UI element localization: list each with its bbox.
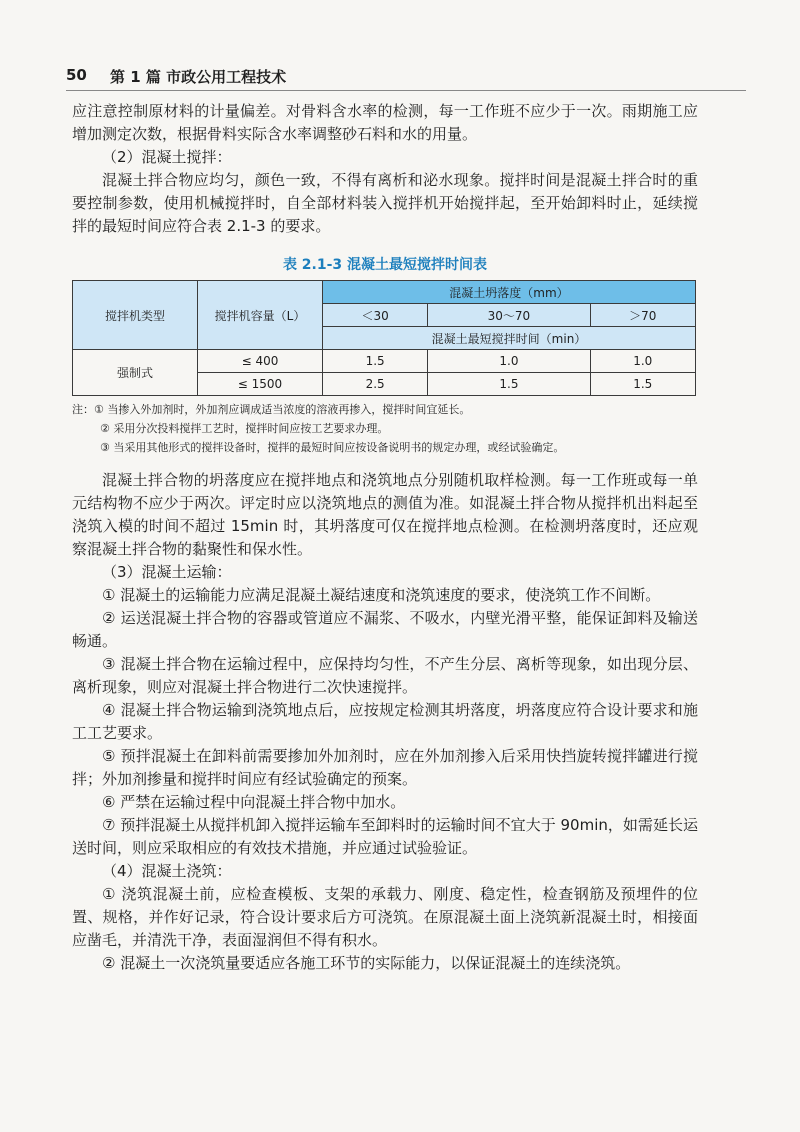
mixing-time-table <box>72 280 696 396</box>
transport-item: ② 运送混凝土拌合物的容器或管道应不漏浆、不吸水，内壁光滑平整，能保证卸料及输送畅通。 <box>72 609 698 650</box>
cell-time: 1.5 <box>428 373 590 396</box>
transport-item: ① 混凝土的运输能力应满足混凝土凝结速度和浇筑速度的要求，使浇筑工作不间断。 <box>102 586 661 604</box>
header-slump-range: ＜30 <box>323 304 428 327</box>
page-number: 50 <box>66 66 87 84</box>
header-slump-range: ＞70 <box>590 304 695 327</box>
subheading-mixing: （2）混凝土搅拌： <box>102 148 232 166</box>
pouring-item: ② 混凝土一次浇筑量要适应各施工环节的实际能力，以保证混凝土的连续浇筑。 <box>102 954 631 972</box>
section-title: 第 1 篇 市政公用工程技术 <box>110 68 287 86</box>
table-caption: 表 2.1-3 混凝土最短搅拌时间表 <box>282 257 488 273</box>
transport-item: ⑦ 预拌混凝土从搅拌机卸入搅拌运输车至卸料时的运输时间不宜大于 90min，如需延长运送时间，则应采取相应的有效技术措施，并应通过试验验证。 <box>72 816 698 857</box>
header-mixer-capacity: 搅拌机容量（L） <box>198 281 323 350</box>
cell-time: 1.5 <box>323 350 428 373</box>
table-row <box>73 350 696 373</box>
subheading-pouring: （4）混凝土浇筑： <box>102 862 232 880</box>
pouring-item: ① 浇筑混凝土前，应检查模板、支架的承载力、刚度、稳定性，检查钢筋及预埋件的位置、规格，并作好记录，符合设计要求后方可浇筑。在原混凝土面上浇筑新混凝土时，相接面应凿毛，并清洗干净，表面湿润但不得有积水。 <box>72 885 698 949</box>
header-slump: 混凝土坍落度（mm） <box>323 281 696 304</box>
page-header <box>66 64 746 91</box>
subheading-transport: （3）混凝土运输： <box>102 563 232 581</box>
header-mixer-type: 搅拌机类型 <box>73 281 198 350</box>
cell-time: 1.5 <box>590 373 695 396</box>
table-note: ② 采用分次投料搅拌工艺时，搅拌时间应按工艺要求办理。 <box>100 422 389 435</box>
cell-time: 1.0 <box>590 350 695 373</box>
paragraph: 混凝土拌合物的坍落度应在搅拌地点和浇筑地点分别随机取样检测。每一工作班或每一单元结构物不应少于两次。评定时应以浇筑地点的测值为准。如混凝土拌合物从搅拌机出料起至浇筑入模的时间不超过 15min 时，其坍落度可仅在搅拌地点检测。在检测坍落度时，还应观察混凝土拌合物的黏聚性和保水性。 <box>72 471 698 558</box>
transport-item: ④ 混凝土拌合物运输到浇筑地点后，应按规定检测其坍落度，坍落度应符合设计要求和施工工艺要求。 <box>72 701 698 742</box>
cell-capacity: ≤ 1500 <box>198 373 323 396</box>
cell-capacity: ≤ 400 <box>198 350 323 373</box>
cell-type: 强制式 <box>73 350 198 396</box>
cell-time: 2.5 <box>323 373 428 396</box>
table-notes <box>72 400 698 457</box>
header-slump-range: 30～70 <box>428 304 590 327</box>
table-note: ③ 当采用其他形式的搅拌设备时，搅拌的最短时间应按设备说明书的规定办理，或经试验确定。 <box>100 441 565 454</box>
paragraph: 应注意控制原材料的计量偏差。对骨料含水率的检测，每一工作班不应少于一次。雨期施工应增加测定次数，根据骨料实际含水率调整砂石料和水的用量。 <box>72 102 698 143</box>
paragraph: 混凝土拌合物应均匀，颜色一致，不得有离析和泌水现象。搅拌时间是混凝土拌合时的重要控制参数，使用机械搅拌时，自全部材料装入搅拌机开始搅拌起，至开始卸料时止，延续搅拌的最短时间应符合表 2.1-3 的要求。 <box>72 171 698 235</box>
transport-item: ③ 混凝土拌合物在运输过程中，应保持均匀性，不产生分层、离析等现象，如出现分层、离析现象，则应对混凝土拌合物进行二次快速搅拌。 <box>72 655 698 696</box>
transport-item: ⑥ 严禁在运输过程中向混凝土拌合物中加水。 <box>102 793 406 811</box>
header-min-time: 混凝土最短搅拌时间（min） <box>323 327 696 350</box>
table-note: 注：① 当掺入外加剂时，外加剂应调成适当浓度的溶液再掺入，搅拌时间宜延长。 <box>72 403 471 416</box>
page-body <box>72 100 698 975</box>
transport-item: ⑤ 预拌混凝土在卸料前需要掺加外加剂时，应在外加剂掺入后采用快挡旋转搅拌罐进行搅拌；外加剂掺量和搅拌时间应有经试验确定的预案。 <box>72 747 698 788</box>
cell-time: 1.0 <box>428 350 590 373</box>
